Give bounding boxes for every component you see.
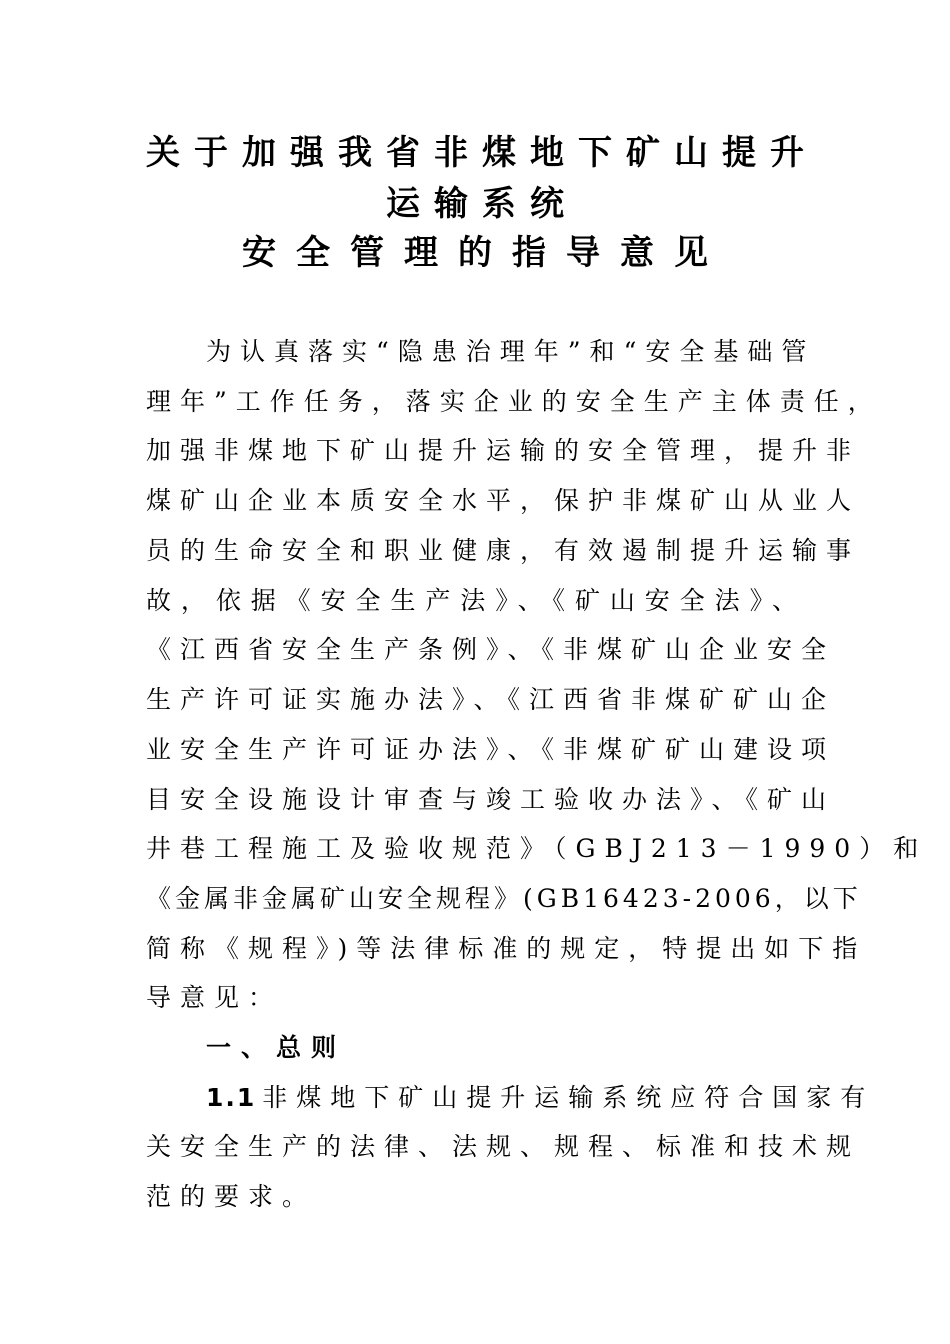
intro-line: 目安全设施设计审查与竣工验收办法》、《矿山 <box>146 785 836 814</box>
document-title-line-2: 运输系统 <box>386 184 578 224</box>
intro-line: 煤矿山企业本质安全水平，保护非煤矿山从业人 <box>146 486 861 515</box>
intro-line: 井巷工程施工及验收规范》（GBJ213－1990）和 <box>146 834 928 863</box>
clause-text: 非煤地下矿山提升运输系统应符合国家有 <box>262 1083 875 1112</box>
intro-line: 导意见： <box>146 983 283 1012</box>
clause-line <box>206 1083 875 1113</box>
intro-line: 理年”工作任务，落实企业的安全生产主体责任， <box>146 387 882 416</box>
clause-line: 范的要求。 <box>146 1182 317 1211</box>
clause-line: 关安全生产的法律、法规、规程、标准和技术规 <box>146 1132 861 1161</box>
intro-line: 《金属非金属矿山安全规程》(GB16423-2006，以下 <box>146 884 862 913</box>
document-title-line-3: 安全管理的指导意见 <box>242 233 728 273</box>
intro-line: 加强非煤地下矿山提升运输的安全管理，提升非 <box>146 436 861 465</box>
intro-line: 简称《规程》)等法律标准的规定，特提出如下指 <box>146 934 867 963</box>
document-title-line-1: 关于加强我省非煤地下矿山提升 <box>146 133 818 173</box>
intro-line: 生产许可证实施办法》、《江西省非煤矿矿山企 <box>146 685 836 714</box>
section-heading: 一、总则 <box>206 1033 347 1062</box>
intro-line: 《江西省安全生产条例》、《非煤矿山企业安全 <box>146 635 836 664</box>
intro-line: 为认真落实“隐患治理年”和“安全基础管 <box>206 337 816 366</box>
intro-line: 业安全生产许可证办法》、《非煤矿矿山建设项 <box>146 735 836 764</box>
intro-line: 员的生命安全和职业健康，有效遏制提升运输事 <box>146 536 861 565</box>
intro-line: 故，依据《安全生产法》、《矿山安全法》、 <box>146 586 806 615</box>
clause-number: 1.1 <box>206 1083 257 1112</box>
